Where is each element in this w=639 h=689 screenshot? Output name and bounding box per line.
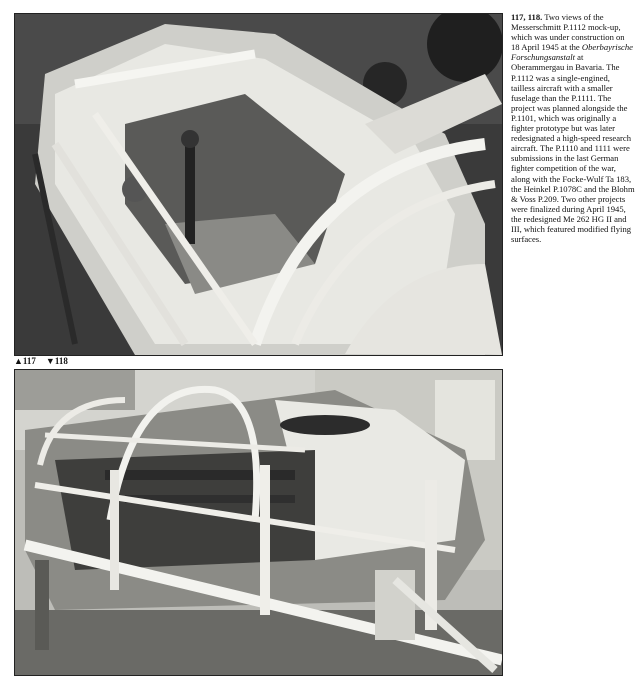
- figure-markers: [14, 356, 68, 368]
- caption-institute-name: Oberbayrische Forschungsanstalt: [511, 42, 633, 63]
- figure-caption: [511, 12, 635, 244]
- caption-text-part-2: at Oberammergau in Bavaria. The P.1112 was a single-engined, tailless aircraft with a smaller fuselage than the P.1111. The project was planned alongside the P.1101, which was originally a fighter prototype but was later redesignated a high-speed research aircraft. The P.1110 and 1111 were submissions in the last German fighter competition of the war, along with the Focke-Wulf Ta 183, the Heinkel P.1078C and the Blohm & Voss P.209. Two other projects were finalized during April 1945, the redesigned Me 262 HG II and III, which featured modified flying surfaces.: [511, 52, 635, 245]
- marker-118: ▼118: [45, 356, 68, 366]
- photo-118: [14, 369, 503, 676]
- photo-117: [14, 13, 503, 356]
- caption-text-part-1: Two views of the Messerschmitt P.1112 mock-up, which was under construction on 18 April 1945 at the: [511, 12, 625, 53]
- photo-118-image: [15, 370, 502, 675]
- marker-117: ▲117: [14, 356, 36, 366]
- photo-117-image: [15, 14, 502, 355]
- caption-figure-numbers: 117, 118.: [511, 12, 543, 22]
